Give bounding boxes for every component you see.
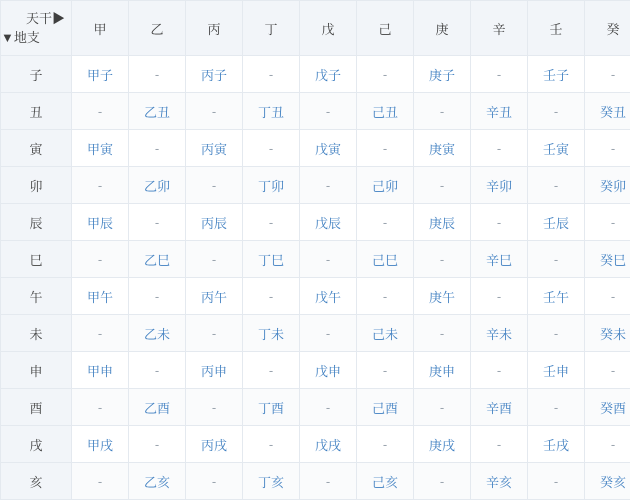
cell-empty: - [129, 130, 186, 167]
row-header-branch: 寅 [1, 130, 72, 167]
cell-empty: - [357, 278, 414, 315]
cell-empty: - [528, 93, 585, 130]
table-row [1, 352, 630, 389]
cell-sexagenary: 甲辰 [72, 204, 129, 241]
column-header-stem: 己 [357, 1, 414, 56]
cell-sexagenary: 庚辰 [414, 204, 471, 241]
cell-empty: - [528, 315, 585, 352]
cell-sexagenary: 癸酉 [585, 389, 630, 426]
cell-sexagenary: 戊戌 [300, 426, 357, 463]
cell-sexagenary: 己巳 [357, 241, 414, 278]
cell-empty: - [585, 426, 630, 463]
cell-empty: - [129, 204, 186, 241]
cell-empty: - [414, 167, 471, 204]
cell-sexagenary: 癸卯 [585, 167, 630, 204]
cell-sexagenary: 辛未 [471, 315, 528, 352]
column-header-stem: 癸 [585, 1, 630, 56]
cell-empty: - [72, 389, 129, 426]
table-row [1, 93, 630, 130]
cell-empty: - [585, 130, 630, 167]
cell-empty: - [243, 130, 300, 167]
cell-sexagenary: 庚寅 [414, 130, 471, 167]
header-row [1, 1, 630, 56]
cell-empty: - [300, 241, 357, 278]
cell-sexagenary: 壬戌 [528, 426, 585, 463]
cell-empty: - [72, 241, 129, 278]
cell-empty: - [186, 389, 243, 426]
cell-sexagenary: 甲寅 [72, 130, 129, 167]
row-header-branch: 卯 [1, 167, 72, 204]
cell-empty: - [585, 204, 630, 241]
cell-sexagenary: 戊寅 [300, 130, 357, 167]
cell-sexagenary: 乙亥 [129, 463, 186, 500]
cell-sexagenary: 丙辰 [186, 204, 243, 241]
cell-empty: - [186, 167, 243, 204]
cell-empty: - [585, 352, 630, 389]
cell-empty: - [414, 241, 471, 278]
cell-sexagenary: 乙巳 [129, 241, 186, 278]
cell-sexagenary: 丙寅 [186, 130, 243, 167]
cell-empty: - [471, 204, 528, 241]
cell-empty: - [243, 56, 300, 93]
cell-empty: - [471, 352, 528, 389]
table-row [1, 389, 630, 426]
cell-sexagenary: 庚子 [414, 56, 471, 93]
table-row [1, 167, 630, 204]
cell-sexagenary: 丙午 [186, 278, 243, 315]
cell-empty: - [414, 463, 471, 500]
cell-sexagenary: 壬申 [528, 352, 585, 389]
cell-sexagenary: 戊子 [300, 56, 357, 93]
row-header-branch: 酉 [1, 389, 72, 426]
column-header-stem: 辛 [471, 1, 528, 56]
cell-empty: - [357, 56, 414, 93]
cell-empty: - [186, 315, 243, 352]
cell-empty: - [471, 130, 528, 167]
row-header-branch: 午 [1, 278, 72, 315]
cell-empty: - [72, 315, 129, 352]
corner-branch-label: ▼地支 [1, 30, 40, 45]
cell-empty: - [243, 204, 300, 241]
table-row [1, 426, 630, 463]
row-header-branch: 巳 [1, 241, 72, 278]
row-header-branch: 辰 [1, 204, 72, 241]
cell-sexagenary: 丁卯 [243, 167, 300, 204]
cell-sexagenary: 丙子 [186, 56, 243, 93]
cell-empty: - [414, 315, 471, 352]
cell-empty: - [243, 426, 300, 463]
cell-sexagenary: 丙戌 [186, 426, 243, 463]
cell-sexagenary: 癸亥 [585, 463, 630, 500]
cell-sexagenary: 己卯 [357, 167, 414, 204]
cell-sexagenary: 己亥 [357, 463, 414, 500]
cell-empty: - [129, 278, 186, 315]
cell-sexagenary: 辛巳 [471, 241, 528, 278]
cell-empty: - [129, 352, 186, 389]
cell-empty: - [186, 463, 243, 500]
table-row [1, 204, 630, 241]
cell-empty: - [357, 204, 414, 241]
cell-sexagenary: 癸巳 [585, 241, 630, 278]
cell-empty: - [300, 315, 357, 352]
cell-sexagenary: 乙丑 [129, 93, 186, 130]
cell-sexagenary: 己丑 [357, 93, 414, 130]
cell-sexagenary: 乙未 [129, 315, 186, 352]
cell-sexagenary: 壬辰 [528, 204, 585, 241]
row-header-branch: 亥 [1, 463, 72, 500]
cell-empty: - [129, 426, 186, 463]
cell-sexagenary: 辛酉 [471, 389, 528, 426]
row-header-branch: 戌 [1, 426, 72, 463]
cell-empty: - [471, 278, 528, 315]
row-header-branch: 子 [1, 56, 72, 93]
corner-header [1, 1, 72, 56]
cell-empty: - [414, 93, 471, 130]
cell-sexagenary: 戊午 [300, 278, 357, 315]
cell-empty: - [72, 93, 129, 130]
cell-empty: - [300, 463, 357, 500]
cell-sexagenary: 庚午 [414, 278, 471, 315]
table-header [1, 1, 630, 56]
cell-empty: - [414, 389, 471, 426]
cell-sexagenary: 甲戌 [72, 426, 129, 463]
cell-sexagenary: 丁酉 [243, 389, 300, 426]
cell-empty: - [471, 56, 528, 93]
cell-empty: - [528, 241, 585, 278]
cell-sexagenary: 甲午 [72, 278, 129, 315]
cell-sexagenary: 壬午 [528, 278, 585, 315]
column-header-stem: 丙 [186, 1, 243, 56]
cell-sexagenary: 乙酉 [129, 389, 186, 426]
cell-sexagenary: 壬子 [528, 56, 585, 93]
cell-empty: - [72, 463, 129, 500]
cell-empty: - [357, 130, 414, 167]
cell-sexagenary: 辛亥 [471, 463, 528, 500]
cell-empty: - [300, 93, 357, 130]
cell-empty: - [186, 241, 243, 278]
cell-empty: - [528, 463, 585, 500]
cell-sexagenary: 庚戌 [414, 426, 471, 463]
row-header-branch: 申 [1, 352, 72, 389]
cell-sexagenary: 乙卯 [129, 167, 186, 204]
cell-empty: - [585, 56, 630, 93]
row-header-branch: 丑 [1, 93, 72, 130]
cell-empty: - [129, 56, 186, 93]
cell-sexagenary: 戊辰 [300, 204, 357, 241]
cell-sexagenary: 壬寅 [528, 130, 585, 167]
cell-sexagenary: 丁亥 [243, 463, 300, 500]
column-header-stem: 戊 [300, 1, 357, 56]
table-row [1, 56, 630, 93]
column-header-stem: 乙 [129, 1, 186, 56]
cell-empty: - [528, 167, 585, 204]
cell-empty: - [186, 93, 243, 130]
cell-sexagenary: 辛丑 [471, 93, 528, 130]
cell-empty: - [357, 426, 414, 463]
cell-empty: - [243, 352, 300, 389]
cell-sexagenary: 己未 [357, 315, 414, 352]
cell-sexagenary: 丙申 [186, 352, 243, 389]
cell-empty: - [471, 426, 528, 463]
cell-sexagenary: 丁未 [243, 315, 300, 352]
table-row [1, 315, 630, 352]
column-header-stem: 壬 [528, 1, 585, 56]
cell-empty: - [72, 167, 129, 204]
cell-empty: - [243, 278, 300, 315]
cell-sexagenary: 癸未 [585, 315, 630, 352]
cell-sexagenary: 己酉 [357, 389, 414, 426]
cell-sexagenary: 甲申 [72, 352, 129, 389]
cell-sexagenary: 戊申 [300, 352, 357, 389]
cell-sexagenary: 丁丑 [243, 93, 300, 130]
row-header-branch: 未 [1, 315, 72, 352]
cell-empty: - [585, 278, 630, 315]
table-row [1, 463, 630, 500]
cell-sexagenary: 癸丑 [585, 93, 630, 130]
cell-sexagenary: 庚申 [414, 352, 471, 389]
column-header-stem: 庚 [414, 1, 471, 56]
cell-empty: - [300, 389, 357, 426]
corner-stem-label: 天干▶ [25, 10, 65, 26]
column-header-stem: 丁 [243, 1, 300, 56]
cell-sexagenary: 甲子 [72, 56, 129, 93]
table-row [1, 278, 630, 315]
cell-empty: - [300, 167, 357, 204]
table-row [1, 241, 630, 278]
column-header-stem: 甲 [72, 1, 129, 56]
table-row [1, 130, 630, 167]
cell-sexagenary: 丁巳 [243, 241, 300, 278]
cell-empty: - [357, 352, 414, 389]
cell-sexagenary: 辛卯 [471, 167, 528, 204]
cell-empty: - [528, 389, 585, 426]
table-body [1, 56, 630, 500]
